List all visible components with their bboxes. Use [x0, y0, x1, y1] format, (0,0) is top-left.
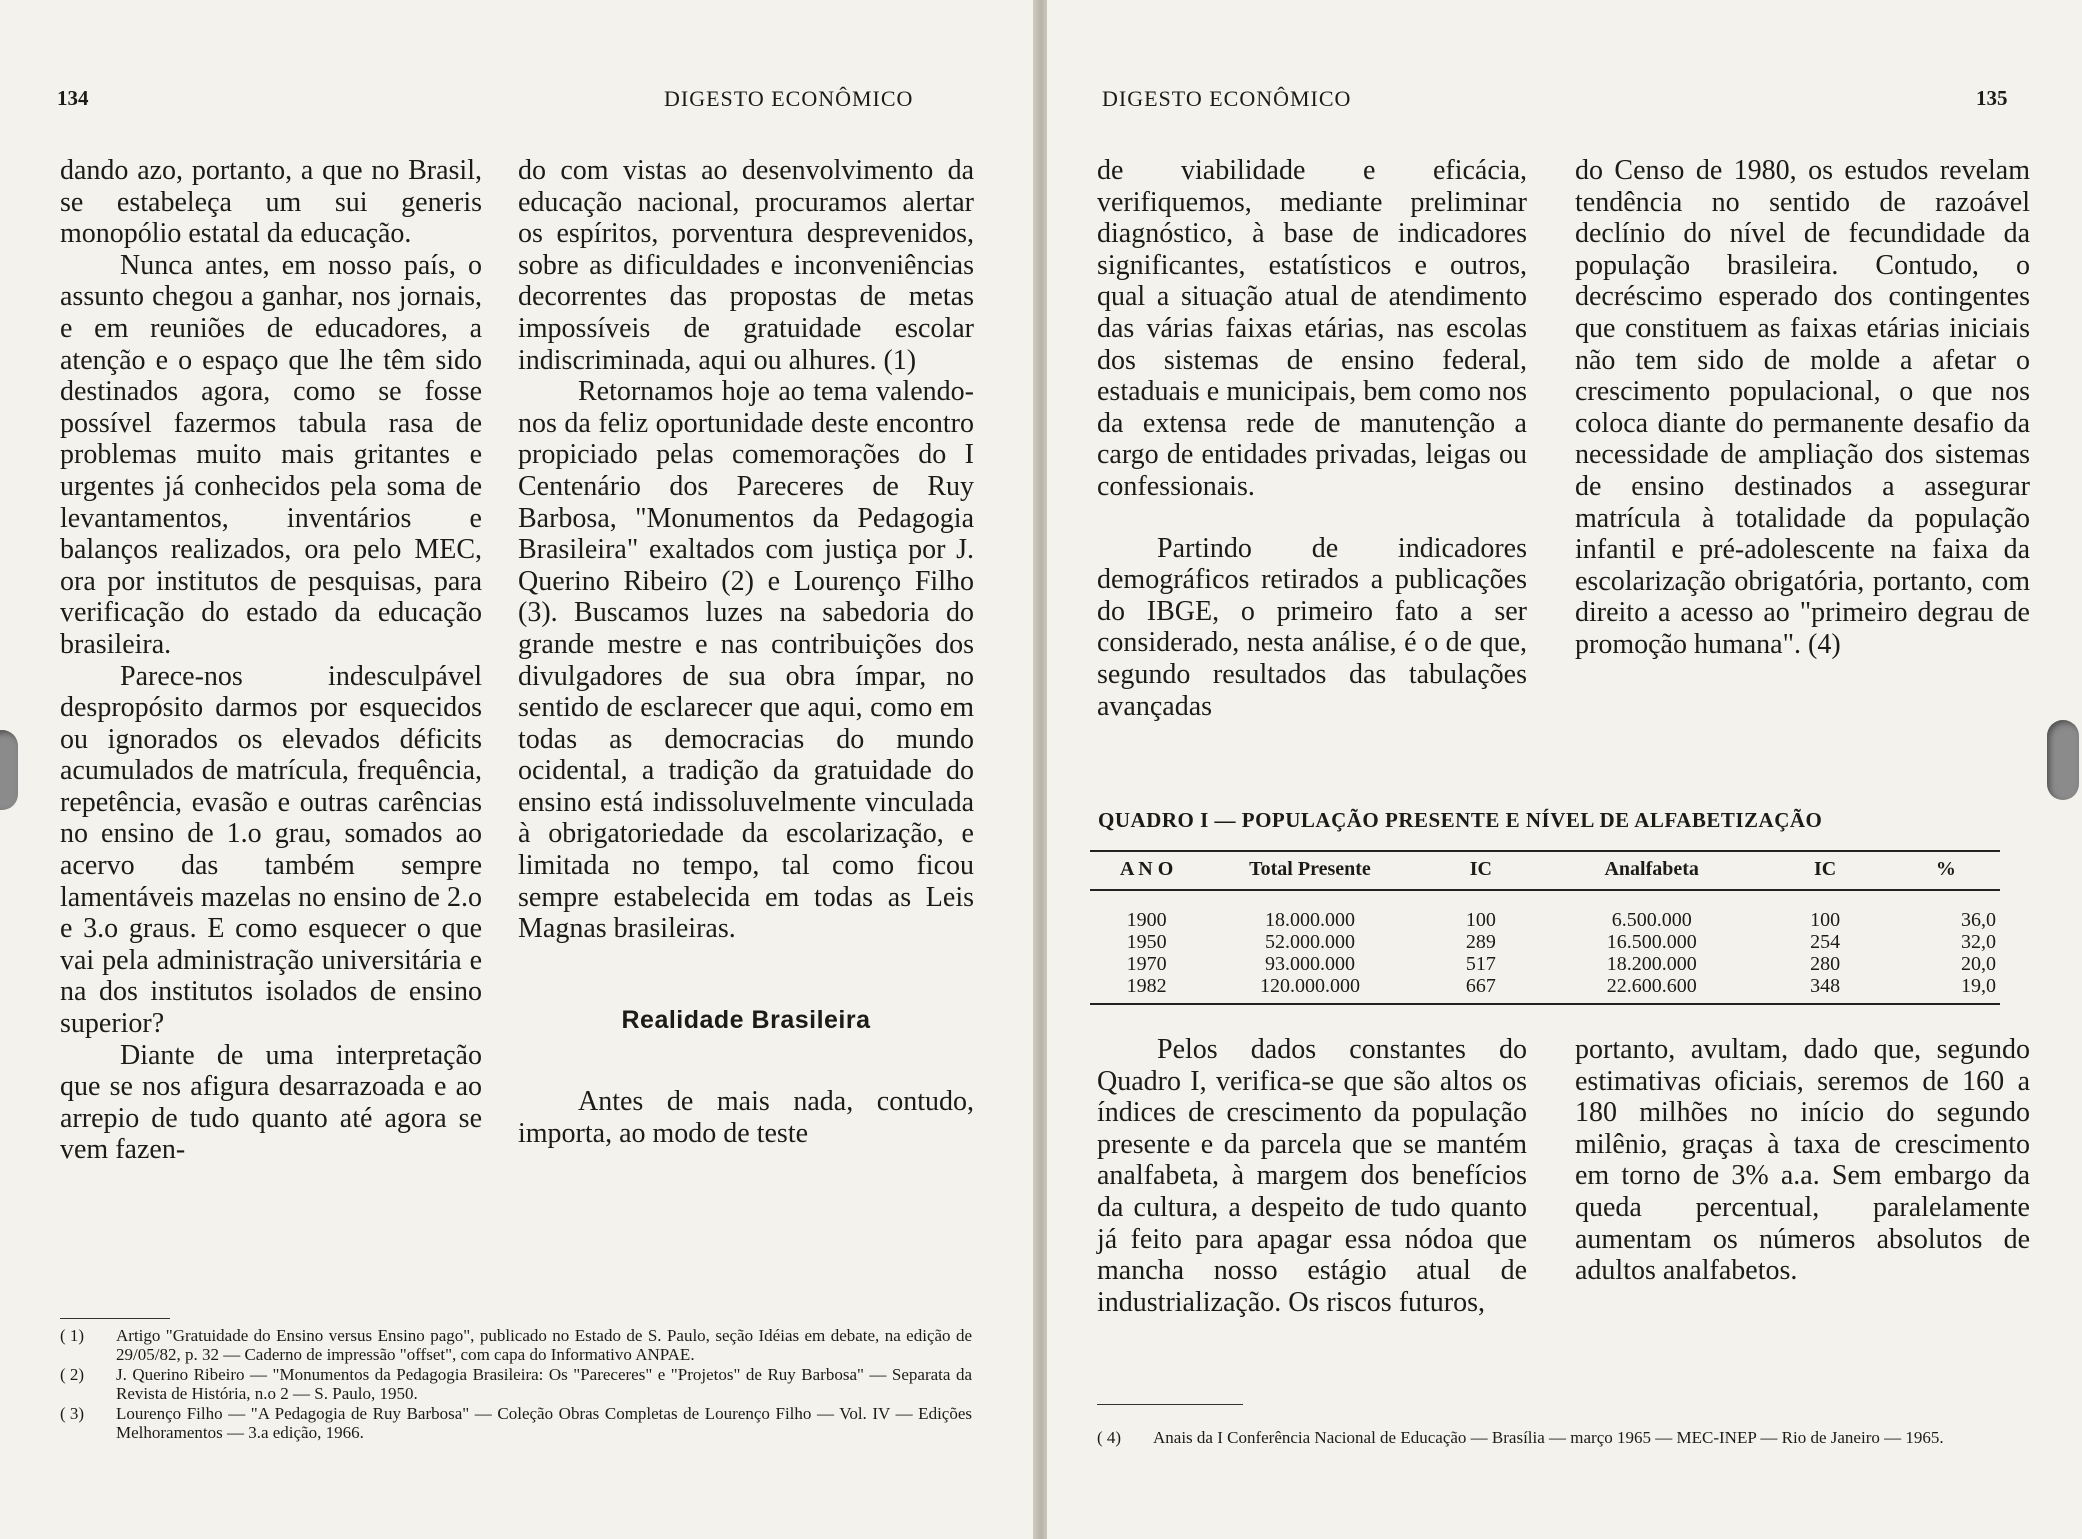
table-cell: 20,0 [1961, 953, 1996, 975]
footnote-rule [1097, 1404, 1243, 1405]
population-table [1090, 850, 2000, 1005]
footnote: ( 2) J. Querino Ribeiro — "Monumentos da Pedagogia Brasileira: Os "Pareceres" e "Projetos" de Ruy Barbosa" — Separata da Revista de História, n.o 2 — S. Paulo, 1950. [60, 1365, 972, 1403]
table-cell: 52.000.000 [1264, 931, 1355, 953]
table-header-row [1090, 851, 2000, 890]
table-cell: 289 [1465, 931, 1496, 953]
column-header: IC [1417, 851, 1545, 890]
running-head: DIGESTO ECONÔMICO [664, 86, 914, 111]
paragraph: Partindo de indicadores demográficos retirados a publicações do IBGE, o primeiro fato a ser considerado, nesta análise, é o de que, segundo resultados das tabulações avançadas [1097, 532, 1527, 722]
table-row [1090, 931, 2000, 953]
footnote: ( 1) Artigo "Gratuidade do Ensino versus Ensino pago", publicado no Estado de S. Paulo, seção Idéias em debate, na edição de 29/05/82, p. 32 — Caderno de impressão "offset", com capa do Informativo ANPAE. [60, 1326, 972, 1364]
table-cell: 6.500.000 [1611, 909, 1692, 931]
table-cell: 100 [1810, 909, 1841, 931]
column-header: IC [1758, 851, 1891, 890]
footnotes [1097, 1428, 2032, 1448]
footnote: ( 3) Lourenço Filho — "A Pedagogia de Ruy Barbosa" — Coleção Obras Completas de Lourenço Filho — Vol. IV — Edições Melhoramentos — 3.a edição, 1966. [60, 1404, 972, 1442]
table-cell: 120.000.000 [1203, 975, 1416, 1004]
left-page [0, 0, 1035, 1539]
table-cell: 667 [1417, 975, 1545, 1004]
paragraph: do com vistas ao desenvolvimento da educação nacional, procuramos alertar os espíritos, porventura desprevenidos, sobre as dificuldades e inconveniências decorrentes das propostas de metas impossíveis de gratuidade escolar indiscriminada, aqui ou alhures. (1) [518, 155, 974, 376]
table-cell: 19,0 [1892, 975, 2000, 1004]
footnote-rule [60, 1318, 170, 1319]
table-cell: 1900 [1126, 909, 1167, 931]
footnotes [60, 1326, 972, 1443]
table-cell: 1970 [1126, 953, 1167, 975]
right-column-1-lower [1097, 1034, 1527, 1318]
table-title: QUADRO I — POPULAÇÃO PRESENTE E NÍVEL DE ALFABETIZAÇÃO [1098, 808, 1823, 832]
page-number: 134 [57, 86, 89, 110]
page-number: 135 [1976, 86, 2008, 110]
section-heading: Realidade Brasileira [621, 1005, 871, 1034]
table-cell: 254 [1810, 931, 1841, 953]
paragraph: Parece-nos indesculpável despropósito darmos por esquecidos ou ignorados os elevados déficits acumulados de matrícula, frequência, repetência, evasão e outras carências no ensino de 1.o grau, somados ao acervo das também sempre lamentáveis mazelas no ensino de 2.o e 3.o graus. E como esquecer o que vai pela administração universitária e na dos institutos isolados de ensino superior? [60, 660, 482, 1040]
table-cell: 93.000.000 [1264, 953, 1355, 975]
paragraph: portanto, avultam, dado que, segundo estimativas oficiais, seremos de 160 a 180 milhões no início do segundo milênio, graças à taxa de crescimento em torno de 3% a.a. Sem embargo da queda percentual, paralelamente aumentam os números absolutos de adultos analfabetos. [1575, 1034, 2030, 1287]
right-column-2-lower [1575, 1034, 2030, 1287]
table-row [1090, 975, 2000, 1004]
left-column-1 [60, 155, 482, 1166]
table-cell: 22.600.600 [1545, 975, 1758, 1004]
table-cell: 32,0 [1961, 931, 1996, 953]
column-header: Total Presente [1203, 851, 1416, 890]
binder-hole [2047, 720, 2079, 800]
paragraph: Retornamos hoje ao tema valendo-nos da feliz oportunidade deste encontro propiciado pelas comemorações do I Centenário dos Pareceres de Ruy Barbosa, "Monumentos da Pedagogia Brasileira" exaltados com justiça por J. Querino Ribeiro (2) e Lourenço Filho (3). Buscamos luzes na sabedoria do grande mestre e nas contribuições dos divulgadores de sua obra ímpar, no sentido de esclarecer que aqui, como em todas as democracias do mundo ocidental, a tradição da gratuidade do ensino está indissoluvelmente vinculada à obrigatoriedade da escolarização, e limitada no tempo, tal como ficou sempre estabelecida em todas as Leis Magnas brasileiras. [518, 376, 974, 945]
table-row [1090, 953, 2000, 975]
table-cell: 280 [1810, 953, 1841, 975]
table-cell: 348 [1758, 975, 1891, 1004]
table-cell: 18.200.000 [1606, 953, 1697, 975]
column-header: A N O [1090, 851, 1203, 890]
table-row [1090, 890, 2000, 931]
table-cell: 36,0 [1961, 909, 1996, 931]
paragraph: Diante de uma interpretação que se nos afigura desarrazoada e ao arrepio de tudo quanto até agora se vem fazen- [60, 1039, 482, 1166]
paragraph: do Censo de 1980, os estudos revelam tendência no sentido de razoável declínio do nível de fecundidade da população brasileira. Contudo, o decréscimo esperado dos contingentes que constituem as faixas etárias iniciais não tem sido de molde a afetar o crescimento populacional, o que nos coloca diante do permanente desafio da necessidade de ampliação dos sistemas de ensino destinados a assegurar matrícula à totalidade da população infantil e pré-adolescente na faixa da escolarização obrigatória, portanto, com direito a acesso ao "primeiro degrau de promoção humana". (4) [1575, 155, 2030, 660]
paragraph: Pelos dados constantes do Quadro I, verifica-se que são altos os índices de crescimento da população presente e da parcela que se mantém analfabeta, à margem dos benefícios da cultura, a despeito de tudo quanto já feito para apagar essa nódoa que mancha nosso estágio atual de industrialização. Os riscos futuros, [1097, 1034, 1527, 1318]
column-header: % [1892, 851, 2000, 890]
right-column-2 [1575, 155, 2030, 661]
running-head: DIGESTO ECONÔMICO [1102, 86, 1352, 111]
paragraph: Antes de mais nada, contudo, importa, ao modo de teste [518, 1086, 974, 1150]
table-cell: 18.000.000 [1264, 909, 1355, 931]
table-cell: 517 [1465, 953, 1496, 975]
right-page [1047, 0, 2082, 1539]
table-cell: 1950 [1126, 931, 1167, 953]
right-column-1 [1097, 155, 1527, 722]
left-column-2 [518, 155, 974, 1150]
table-cell: 100 [1465, 909, 1496, 931]
table-cell: 1982 [1090, 975, 1203, 1004]
footnote: ( 4) Anais da I Conferência Nacional de Educação — Brasília — março 1965 — MEC-INEP — Rio de Janeiro — 1965. [1097, 1428, 1944, 1447]
column-header: Analfabeta [1545, 851, 1758, 890]
paragraph: de viabilidade e eficácia, verifiquemos, mediante preliminar diagnóstico, à base de indicadores significantes, estatísticos e outros, qual a situação atual de atendimento das várias faixas etárias, nas escolas dos sistemas de ensino federal, estaduais e municipais, bem como nos da extensa rede de manutenção a cargo de entidades privadas, leigas ou confessionais. [1097, 155, 1527, 502]
paragraph: dando azo, portanto, a que no Brasil, se estabeleça um sui generis monopólio estatal da educação. [60, 155, 482, 250]
binder-hole [0, 730, 18, 810]
table-cell: 16.500.000 [1606, 931, 1697, 953]
paragraph: Nunca antes, em nosso país, o assunto chegou a ganhar, nos jornais, e em reuniões de educadores, a atenção e o espaço que lhe têm sido destinados agora, como se fosse possível fazermos tabula rasa de problemas muito mais gritantes e urgentes já conhecidos pela soma de levantamentos, inventários e balanços realizados, ora pelo MEC, ora por institutos de pesquisas, para verificação do estado da educação brasileira. [60, 249, 482, 660]
